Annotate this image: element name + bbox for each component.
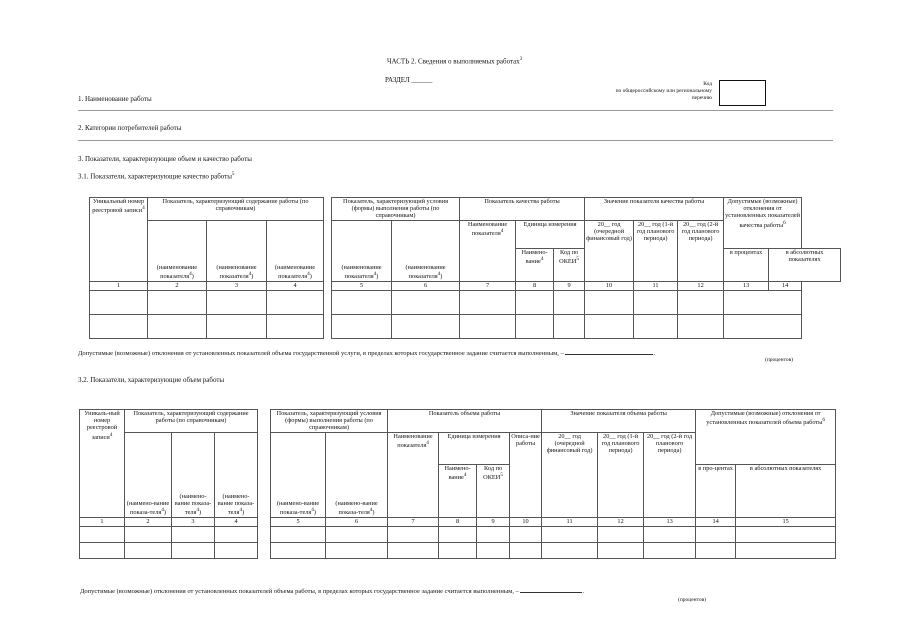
col-number: 1: [90, 281, 148, 290]
col-number: 14: [769, 281, 802, 290]
param-4: (наимено-вание показа-теля$^4$): [271, 432, 326, 517]
col-number: 11: [634, 281, 678, 290]
param-5: (наименование показателя$^4$): [392, 220, 460, 281]
param-5: (наимено-вание показа-теля$^4$): [326, 432, 388, 517]
col-deviation: Допустимые (возможные) отклонения от установленных показателей объема работы$^6$: [696, 410, 836, 465]
col-deviation: Допустимые (возможные) отклонения от установленных показателей качества работы$^6$: [724, 198, 802, 249]
col-number: 8: [439, 517, 477, 526]
col-number: 10: [585, 281, 634, 290]
col-number: 5: [271, 517, 326, 526]
col-year1: 20__ год (1-й год планового периода): [634, 220, 678, 281]
col-number: 13: [724, 281, 769, 290]
col-unique-number: Уникальный номер реестровой записи$^4$: [90, 198, 148, 282]
param-3: (наимено-вание показа-теля$^4$): [215, 432, 258, 517]
col-unique-number: Уникаль-ный номер реестровой записи$^4$: [80, 410, 125, 518]
indicators-label: 3. Показатели, характеризующие объем и качество работы: [78, 155, 252, 163]
col-number: 9: [554, 281, 585, 290]
param-2: (наимено-вание показа-теля$^4$): [172, 432, 215, 517]
col-okei: Код по ОКЕИ$^5$: [477, 464, 510, 517]
divider: [78, 110, 833, 111]
col-number: 5: [332, 281, 392, 290]
col-number: 3: [172, 517, 215, 526]
volume-indicators-label: 3.2. Показатели, характеризующие объем работы: [78, 376, 225, 384]
table-row[interactable]: [90, 314, 841, 338]
col-year2: 20__ год (2-й год планового периода): [644, 432, 696, 517]
param-3: (наименование показателя$^4$): [267, 220, 324, 281]
col-volume: Показатель объема работы: [388, 410, 542, 433]
col-number: 7: [460, 281, 516, 290]
param-2: (наименование показателя$^4$): [207, 220, 267, 281]
volume-table: [79, 409, 836, 559]
col-percent: в про-центах: [696, 464, 736, 517]
col-number: 8: [516, 281, 554, 290]
percent-caption: (процентов): [678, 597, 707, 603]
col-number: 14: [696, 517, 736, 526]
spacer: [324, 198, 332, 282]
percent-caption: (процентов): [765, 357, 794, 363]
col-year0: 20__ год (очередной финансовый год): [542, 432, 598, 517]
col-number: 9: [477, 517, 510, 526]
col-number: 15: [736, 517, 836, 526]
col-number: 3: [207, 281, 267, 290]
deviation-input[interactable]: [565, 348, 653, 355]
col-okei: Код по ОКЕИ$^5$: [554, 248, 585, 281]
col-quality: Показатель качества работы: [460, 198, 585, 221]
col-year1: 20__ год (1-й год планового периода): [598, 432, 644, 517]
col-indicator-name: Наименование показателя$^4$: [460, 220, 516, 281]
volume-deviation-note: Допустимые (возможные) отклонения от установленных показателей объема государственной услуги, в пределах которых государственное задание считается выполненным, – .: [78, 350, 655, 357]
col-number: 13: [644, 517, 696, 526]
col-conditions: Показатель, характеризующий условия (формы) выполнения работы (по справочникам): [271, 410, 388, 433]
quality-table: [89, 197, 841, 339]
col-number: 7: [388, 517, 439, 526]
work-name-label: 1. Наименование работы: [78, 95, 152, 103]
work-volume-deviation-note: Допустимые (возможные) отклонения от установленных показателей объема работы, в пределах которых государственное задание считается выполненным, – .: [80, 588, 585, 595]
col-number: 2: [125, 517, 172, 526]
col-number: 1: [80, 517, 125, 526]
divider: [78, 140, 833, 141]
section-label: РАЗДЕЛ ______: [385, 76, 433, 84]
consumer-category-label: 2. Категории потребителей работы: [78, 124, 182, 132]
col-indicator-name: Наименование показателя$^4$: [388, 432, 439, 517]
table-row[interactable]: [80, 526, 836, 542]
col-number: 4: [215, 517, 258, 526]
col-description: Описа-ние работы: [510, 432, 542, 517]
col-absolute: в абсолютных показателях: [769, 248, 841, 281]
col-number: 6: [326, 517, 388, 526]
param-4: (наименование показателя$^4$): [332, 220, 392, 281]
col-conditions: Показатель, характеризующий условия (формы) выполнения работы (по справочникам): [332, 198, 460, 221]
param-1: (наимено-вание показа-теля$^4$): [125, 432, 172, 517]
code-box[interactable]: [719, 80, 766, 106]
col-number: 6: [392, 281, 460, 290]
deviation-input[interactable]: [520, 586, 582, 593]
col-number: 2: [148, 281, 207, 290]
col-year2: 20__ год (2-й год планового периода): [678, 220, 724, 281]
param-1: (наименование показателя$^4$): [148, 220, 207, 281]
code-label: Код по общероссийскому или региональному перечню: [615, 81, 712, 101]
spacer: [324, 281, 332, 290]
table-row[interactable]: [80, 542, 836, 558]
col-unit: Единица измерения: [516, 220, 585, 248]
col-number: 12: [678, 281, 724, 290]
col-absolute: в абсолютных показателях: [736, 464, 836, 517]
col-unit-name: Наимено-вание$^4$: [439, 464, 477, 517]
col-number: 11: [542, 517, 598, 526]
quality-indicators-label: 3.1. Показатели, характеризующие качество работы$^5$: [78, 172, 235, 181]
col-number: 12: [598, 517, 644, 526]
col-percent: в процентах: [724, 248, 769, 281]
col-values: Значение показателя объема работы: [542, 410, 696, 433]
col-content: Показатель, характеризующий содержание работы (по справочникам): [125, 410, 258, 433]
table-row[interactable]: [90, 290, 841, 314]
col-content: Показатель, характеризующий содержание работы (по справочникам): [148, 198, 324, 221]
col-unit-name: Наимено-вание$^4$: [516, 248, 554, 281]
spacer: [258, 517, 271, 526]
column-numbers-row: [90, 281, 841, 290]
spacer: [258, 410, 271, 518]
col-number: 10: [510, 517, 542, 526]
col-year0: 20__ год (очередной финансовый год): [585, 220, 634, 281]
col-number: 4: [267, 281, 324, 290]
column-numbers-row: [80, 517, 836, 526]
col-values: Значение показателя качества работы: [585, 198, 724, 221]
part-title: ЧАСТЬ 2. Сведения о выполняемых работах$^3$: [387, 57, 523, 66]
col-unit: Единица измерения: [439, 432, 510, 464]
